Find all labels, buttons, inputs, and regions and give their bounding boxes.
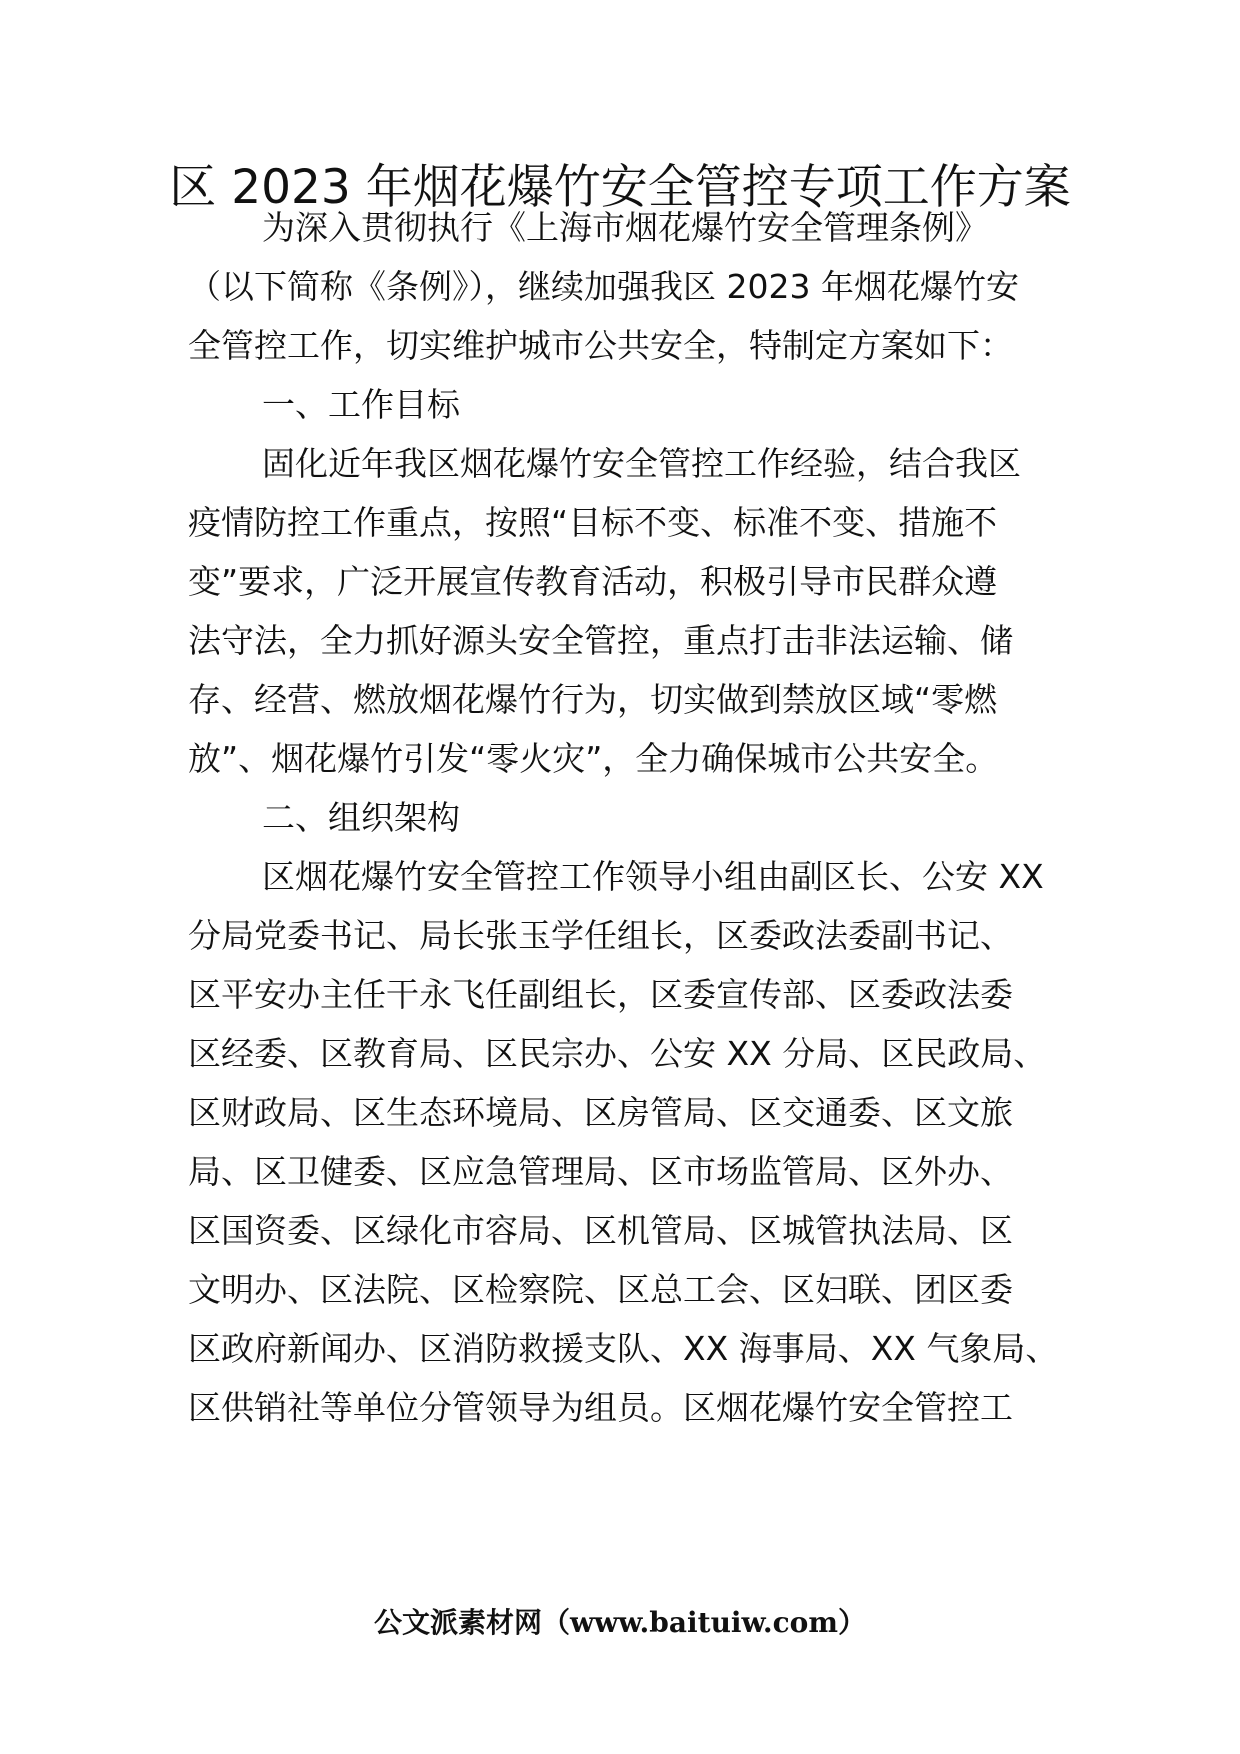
footer-watermark: 公文派素材网（www.baituiw.com） [374,1606,866,1639]
paragraph-3-line-10: 区供销社等单位分管领导为组员。区烟花爆竹安全管控工 [188,1388,1013,1427]
paragraph-3-line-5: 区财政局、区生态环境局、区房管局、区交通委、区文旅 [188,1093,1013,1132]
paragraph-1-line-3: 全管控工作，切实维护城市公共安全，特制定方案如下： [188,326,1013,365]
paragraph-2-line-5: 存、经营、燃放烟花爆竹行为，切实做到禁放区域“零燃 [188,680,998,719]
paragraph-2-line-6: 放”、烟花爆竹引发“零火灾”，全力确保城市公共安全。 [188,739,999,778]
paragraph-2-line-3: 变”要求，广泛开展宣传教育活动，积极引导市民群众遵 [188,562,998,601]
section-heading-goals: 一、工作目标 [262,385,460,424]
paragraph-3-line-3: 区平安办主任干永飞任副组长，区委宣传部、区委政法委 [188,975,1013,1014]
paragraph-1-line-1: 为深入贯彻执行《上海市烟花爆竹安全管理条例》 [262,208,988,247]
paragraph-3-line-1: 区烟花爆竹安全管控工作领导小组由副区长、公安 XX [262,857,1044,896]
paragraph-3-line-4: 区经委、区教育局、区民宗办、公安 XX 分局、区民政局、 [188,1034,1047,1073]
paragraph-2-line-4: 法守法，全力抓好源头安全管控，重点打击非法运输、储 [188,621,1013,660]
paragraph-1-line-2: （以下简称《条例》），继续加强我区 2023 年烟花爆竹安 [188,267,1019,306]
paragraph-3-line-2: 分局党委书记、局长张玉学任组长，区委政法委副书记、 [188,916,1013,955]
paragraph-3-line-8: 文明办、区法院、区检察院、区总工会、区妇联、团区委 [188,1270,1013,1309]
paragraph-2-line-2: 疫情防控工作重点，按照“目标不变、标准不变、措施不 [188,503,998,542]
paragraph-2-line-1: 固化近年我区烟花爆竹安全管控工作经验，结合我区 [262,444,1021,483]
paragraph-3-line-7: 区国资委、区绿化市容局、区机管局、区城管执法局、区 [188,1211,1013,1250]
paragraph-3-line-9: 区政府新闻办、区消防救援支队、XX 海事局、XX 气象局、 [188,1329,1059,1368]
section-heading-organization: 二、组织架构 [262,798,460,837]
paragraph-3-line-6: 局、区卫健委、区应急管理局、区市场监管局、区外办、 [188,1152,1013,1191]
document-title: 区 2023 年烟花爆竹安全管控专项工作方案 [169,160,1071,215]
